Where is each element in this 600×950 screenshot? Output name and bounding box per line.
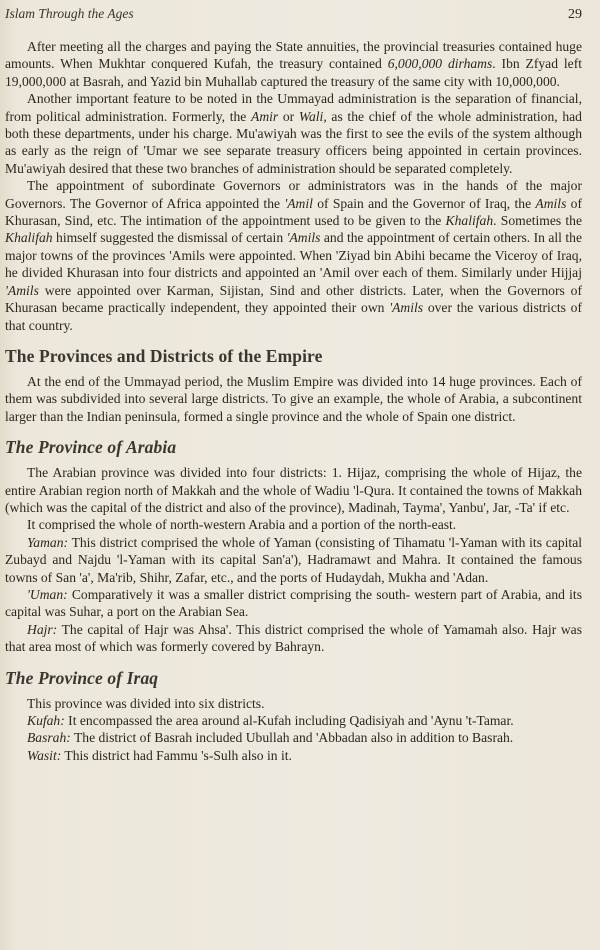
paragraph-separation: Another important feature to be noted in the Ummayad administration is the separation of financial, from political administration. Formerly, the Amir or Wali, as the chief of the whole administration, had both these departments, under his charge. Mu'awiyah was the first to see the evils of the system although as early as the reign of 'Umar we see separate treasury officers being appointed in certain provinces. Mu'awiyah desired that these two branches of administration should be separated completely. bbox=[5, 91, 582, 176]
book-title: Islam Through the Ages bbox=[5, 6, 134, 21]
heading-provinces: The Provinces and Districts of the Empire bbox=[5, 345, 323, 366]
paragraph-basrah: Basrah: The district of Basrah included Ubullah and 'Abbadan also in addition to Basrah. bbox=[27, 730, 514, 746]
term-hajr: Hajr: bbox=[27, 621, 58, 637]
paragraph-hajr: Hajr: The capital of Hajr was Ahsa'. This district comprised the whole of Yamamah also. Hajr was that area most of which was formerly covered by Bahrayn. bbox=[5, 621, 582, 655]
paragraph-provinces: At the end of the Ummayad period, the Muslim Empire was divided into 14 huge provinces. Each of them was subdivided into several large districts. To give an example, the whole of Arabia, a subcontinent larger than the Indian peninsula, formed a single province and the whole of Spain one district. bbox=[5, 373, 582, 424]
heading-arabia: The Province of Arabia bbox=[5, 437, 177, 458]
heading-iraq: The Province of Iraq bbox=[5, 667, 159, 688]
term-wasit: Wasit: bbox=[27, 747, 62, 763]
term-kufah: Kufah: bbox=[27, 713, 65, 728]
term-basrah: Basrah: bbox=[27, 730, 71, 746]
paragraph-appointment: The appointment of subordinate Governors or administrators was in the hands of the major Governors. The Governor of Africa appointed the 'Amil of Spain and the Governor of Iraq, the Amils of Khurasan, Sind, etc. The intimation of the appointment used to be given to the Khalifah. Sometimes the Khalifah himself suggested the dismissal of certain 'Amils and the appointment of certain others. In all the major towns of the provinces 'Amils were appointed. When 'Ziyad bin Abihi became the Viceroy of Iraq, he divided Khurasan into four districts and appointed an 'Amil over each of them. Similarly under Hijjaj 'Amils were appointed over Karman, Sijistan, Sind and other districts. Later, when the Governors of Khurasan became practically independent, they appointed their own 'Amils over the various districts of that country. bbox=[5, 178, 583, 333]
paragraph-arabia-northwest: It comprised the whole of north-western Arabia and a portion of the north-east. bbox=[27, 517, 457, 533]
paragraph-treasuries: After meeting all the charges and paying the State annuities, the provincial treasuries contained huge amounts. When Mukhtar conquered Kufah, the treasury contained 6,000,000 dirhams. Ibn Zfyad left 19,000,000 at Basrah, and Yazid bin Muhallab captured the treasury of the same city with 10,000,000. bbox=[5, 39, 582, 89]
paragraph-kufah: Kufah: It encompassed the area around al-Kufah including Qadisiyah and 'Aynu 't-Tamar. bbox=[27, 713, 514, 728]
running-head bbox=[5, 6, 582, 30]
paragraph-iraq-intro: This province was divided into six districts. bbox=[27, 695, 265, 711]
term-yaman: Yaman: bbox=[27, 534, 69, 550]
paragraph-arabia-hijaz: The Arabian province was divided into four districts: 1. Hijaz, comprising the whole of Hijaz, the entire Arabian region north of Makkah and the whole of Wadiu 'l-Qura. It contained the towns of Makkah (which was the capital of the district and also of the province), Madinah, Tayma', Yanbu', Jar, -Ta' if etc. bbox=[5, 465, 582, 515]
paragraph-yaman: Yaman: This district comprised the whole of Yaman (consisting of Tihamatu 'l-Yaman with its capital Zubayd and Najdu 'l-Yaman with its capital San'a'), Hadramawt and Mahra. It contained the famous towns of San 'a', Ma'rib, Shihr, Zafar, etc., and the ports of Hudaydah, Mukha and 'Adan. bbox=[5, 534, 582, 585]
paragraph-uman: 'Uman: Comparatively it was a smaller district comprising the south- western part of Arabia, and its capital was Suhar, a port on the Arabian Sea. bbox=[5, 586, 582, 620]
paragraph-wasit: Wasit: This district had Fammu 's-Sulh also in it. bbox=[27, 747, 292, 763]
page-number: 29 bbox=[568, 7, 582, 22]
term-uman: 'Uman: bbox=[27, 586, 68, 602]
